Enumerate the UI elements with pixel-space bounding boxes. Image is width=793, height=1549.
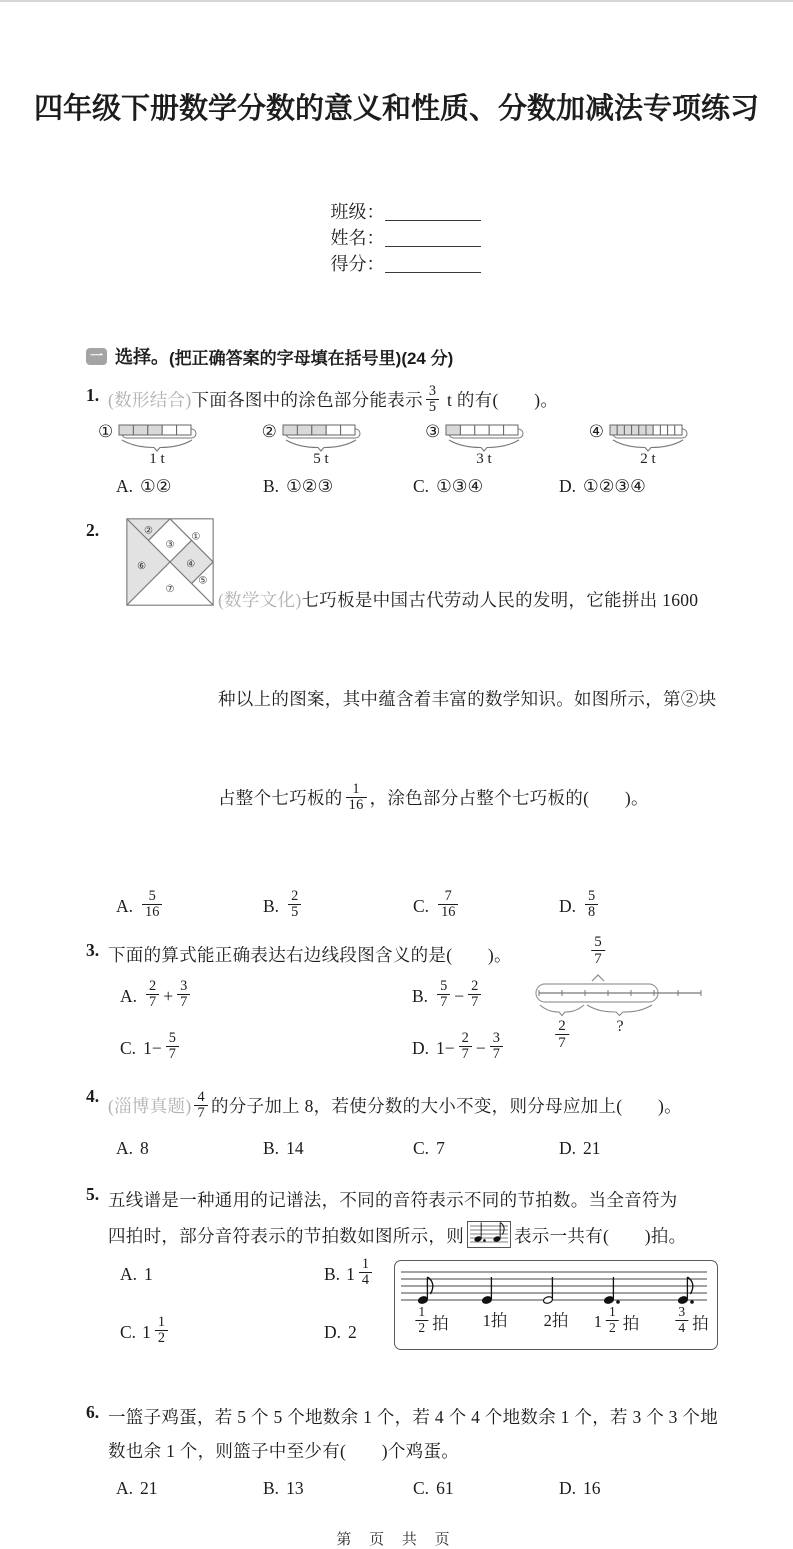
score-label: 得分： <box>330 254 385 274</box>
option-text: 13 <box>286 1478 304 1499</box>
footer-page-label: 第 页 共 页 <box>336 1531 457 1548</box>
option-text: 1− <box>143 1038 162 1059</box>
fraction: $\frac{2}{7}$ <box>468 979 481 1011</box>
question-number: 2. <box>86 519 100 540</box>
tangram-label: ⑥ <box>137 560 146 572</box>
option-letter: C. <box>413 476 430 497</box>
question-number: 1. <box>86 385 100 405</box>
svg-text:1 t: 1 t <box>149 450 165 466</box>
inline-notes-icon <box>467 1221 511 1248</box>
answer-option <box>116 470 263 504</box>
question-text <box>218 518 737 882</box>
answer-option <box>263 1132 413 1166</box>
fraction: $\frac{2}{5}$ <box>288 889 301 921</box>
option-letter: A. <box>116 896 134 917</box>
class-label: 班级： <box>330 202 385 222</box>
fraction: $\frac{3}{7}$ <box>177 979 190 1011</box>
question-text-before: 下面各图中的涂色部分能表示 <box>191 390 423 410</box>
fraction: $\frac{3}{7}$ <box>490 1031 503 1063</box>
options-row <box>116 1472 737 1506</box>
answer-option <box>559 470 737 504</box>
question-5 <box>86 1182 737 1396</box>
option-text: 拍 <box>692 1314 709 1334</box>
fraction: $\frac{1}{2}$ <box>155 1315 168 1347</box>
bar-diagrams <box>98 422 690 466</box>
beat-label <box>672 1303 709 1337</box>
option-text: 2 <box>348 1322 357 1343</box>
answer-option <box>120 1313 324 1350</box>
option-letter: A. <box>120 986 138 1007</box>
fraction: $\frac{5}{8}$ <box>585 889 598 921</box>
options-grid <box>120 977 600 1066</box>
option-letter: B. <box>412 986 429 1007</box>
svg-text:2 t: 2 t <box>640 450 656 466</box>
answer-option <box>413 470 559 504</box>
answer-option <box>263 887 413 924</box>
diagram-number-mark: ③ <box>425 421 441 441</box>
option-text: − <box>475 1038 486 1059</box>
score-blank-line <box>385 254 481 273</box>
question-number: 6. <box>86 1401 100 1422</box>
answer-option <box>120 1258 324 1292</box>
diagram-number-mark: ② <box>261 421 277 441</box>
answer-option <box>116 887 263 924</box>
question-6 <box>86 1400 737 1506</box>
fraction: $\frac{5}{7}$ <box>437 979 450 1011</box>
section-subtitle: (把正确答案的字母填在括号里)(24 分) <box>169 348 454 368</box>
segment-diagram <box>534 933 776 1064</box>
question-number: 5. <box>86 1183 100 1204</box>
answer-option <box>120 1029 412 1066</box>
option-text: 拍 <box>622 1314 640 1334</box>
question-text <box>108 1084 737 1128</box>
question-4 <box>86 1084 737 1166</box>
fraction: $\frac{3}{5}$ <box>426 384 439 416</box>
option-text: ①②③④ <box>583 476 646 497</box>
question-number: 4. <box>86 1085 100 1106</box>
diagram-number-mark: ① <box>98 421 114 441</box>
tangram-label: ⑦ <box>165 584 175 596</box>
option-letter: D. <box>559 1138 577 1159</box>
fraction: $\frac{1}{2}$ <box>606 1305 619 1335</box>
q6-line1: 一篮子鸡蛋，若 5 个 5 个地数余 1 个，若 4 个 4 个地数余 1 个，若 3 个 3 个地 <box>108 1406 718 1427</box>
fraction: $\frac{7}{16}$ <box>438 889 458 921</box>
option-text: ①③④ <box>436 476 484 497</box>
tangram-label: ③ <box>165 539 175 551</box>
answer-option <box>559 1132 737 1166</box>
fraction: $\frac{1}{4}$ <box>359 1257 372 1289</box>
fraction: $\frac{5}{7}$ <box>166 1031 179 1063</box>
option-letter: B. <box>263 1138 280 1159</box>
fraction: $\frac{3}{4}$ <box>675 1305 688 1335</box>
mixed-number: 1 $\frac{1}{2}$ <box>142 1317 171 1349</box>
tangram-figure <box>86 518 218 882</box>
option-letter: D. <box>412 1038 430 1059</box>
answer-option <box>413 1132 559 1166</box>
content <box>0 343 793 1506</box>
tangram-label: ② <box>143 525 153 537</box>
question-text-after: 的分子加上 8，若使分数的大小不变，则分母应加上( )。 <box>210 1095 682 1116</box>
fraction: $\frac{2}{7}$ <box>459 1031 472 1063</box>
q2-line3: 占整个七巧板的 $\frac{1}{16}$ ，涂色部分占整个七巧板的( )。 <box>218 780 649 814</box>
fraction: $\frac{2}{7}$ <box>146 979 159 1011</box>
option-text: 61 <box>436 1478 454 1499</box>
fraction: $\frac{4}{7}$ <box>194 1090 207 1122</box>
student-info-row <box>0 177 793 297</box>
option-letter: D. <box>324 1322 342 1343</box>
mixed-number: 1 $\frac{1}{2}$ <box>594 1307 622 1337</box>
option-letter: C. <box>413 896 430 917</box>
answer-option <box>263 470 413 504</box>
fraction: $\frac{1}{2}$ <box>415 1305 428 1335</box>
option-text: 21 <box>140 1478 158 1499</box>
option-text: + <box>163 986 174 1007</box>
beat-label <box>482 1307 509 1331</box>
answer-option <box>413 1472 559 1506</box>
bar-figure <box>442 422 526 466</box>
option-text: 2拍 <box>543 1310 569 1330</box>
option-text: 21 <box>583 1138 601 1159</box>
option-letter: B. <box>324 1264 341 1285</box>
bar-diagram <box>589 422 690 466</box>
option-letter: C. <box>413 1138 430 1159</box>
svg-text:5 t: 5 t <box>313 450 329 466</box>
page-title: 四年级下册数学分数的意义和性质、分数加减法专项练习 <box>33 93 759 125</box>
tangram-label: ① <box>191 531 201 543</box>
section-header <box>86 343 737 369</box>
fraction: $\frac{5}{16}$ <box>142 889 162 921</box>
answer-option <box>116 1132 263 1166</box>
diagram-number-mark: ④ <box>588 421 604 441</box>
option-letter: B. <box>263 1478 280 1499</box>
q2-line2: 种以上的图案，其中蕴含着丰富的数学知识。如图所示，第②块 <box>218 688 717 709</box>
question-2 <box>86 518 737 924</box>
option-text: 16 <box>583 1478 601 1499</box>
option-letter: D. <box>559 896 577 917</box>
answer-option <box>559 1472 737 1506</box>
name-label: 姓名： <box>330 228 385 248</box>
section-title: 选择。 <box>115 347 169 367</box>
question-text-after: t 的有( )。 <box>442 390 559 410</box>
name-field <box>331 228 481 248</box>
option-text: 1− <box>436 1038 455 1059</box>
option-letter: A. <box>116 1478 134 1499</box>
option-letter: A. <box>120 1264 138 1285</box>
segment-top-label: $\frac{5}{7}$ <box>588 936 608 969</box>
option-letter: B. <box>263 476 280 497</box>
beat-label <box>593 1303 641 1337</box>
score-field <box>331 254 481 274</box>
tangram-label: ⑤ <box>198 575 208 587</box>
option-letter: D. <box>559 1478 577 1499</box>
fraction: $\frac{1}{16}$ <box>346 782 367 814</box>
answer-option <box>120 977 412 1014</box>
question-tag: (淄博真题) <box>108 1095 192 1116</box>
question-text <box>108 383 737 418</box>
tangram-label: ④ <box>186 559 196 571</box>
bar-diagram <box>98 422 199 466</box>
option-text: 7 <box>436 1138 445 1159</box>
beat-label <box>543 1307 570 1331</box>
class-blank-line <box>385 202 481 221</box>
answer-option <box>559 887 737 924</box>
question-1 <box>86 383 737 504</box>
option-letter: A. <box>116 476 134 497</box>
option-text: 14 <box>286 1138 304 1159</box>
svg-text:3 t: 3 t <box>476 450 493 466</box>
option-letter: B. <box>263 896 280 917</box>
option-text: − <box>454 986 465 1007</box>
option-text: 拍 <box>432 1314 449 1334</box>
mixed-number: 1 $\frac{1}{4}$ <box>346 1259 375 1291</box>
option-text: 1拍 <box>482 1310 508 1330</box>
q5-line1: 五线谱是一种通用的记谱法，不同的音符表示不同的节拍数。当全音符为 <box>108 1189 678 1210</box>
beat-label <box>412 1303 449 1337</box>
option-letter: C. <box>120 1038 137 1059</box>
segment-left-label: $\frac{2}{7}$ <box>552 1020 572 1053</box>
music-staff-figure <box>394 1260 718 1350</box>
options-row <box>116 470 737 504</box>
bar-figure <box>606 422 690 466</box>
section-one-badge-icon: 一 <box>86 348 107 365</box>
segment-question-label: ? <box>616 1017 624 1035</box>
bar-diagram <box>425 422 526 466</box>
option-text: 1 <box>144 1264 153 1285</box>
bar-figure <box>115 422 199 466</box>
q6-line2: 数也余 1 个，则篮子中至少有( )个鸡蛋。 <box>108 1440 460 1461</box>
question-number: 3. <box>86 939 100 960</box>
bar-figure <box>279 422 363 466</box>
q2-line1: 七巧板是中国古代劳动人民的发明，它能拼出 1600 <box>301 589 699 610</box>
question-tag: (数形结合) <box>108 390 192 410</box>
option-text: ①②③ <box>286 476 334 497</box>
option-text: ①② <box>140 476 172 497</box>
question-text: 下面的算式能正确表达右边线段图含义的是( )。 <box>108 944 512 965</box>
q5-line2: 四拍时，部分音符表示的节拍数如图所示，则 表示一共有( )拍。 <box>108 1218 737 1254</box>
answer-option <box>116 1472 263 1506</box>
answer-option <box>413 887 559 924</box>
option-text: 8 <box>140 1138 149 1159</box>
bar-diagram <box>262 422 363 466</box>
answer-option <box>263 1472 413 1506</box>
option-letter: A. <box>116 1138 134 1159</box>
option-letter: D. <box>559 476 577 497</box>
question-3 <box>86 933 737 1066</box>
options-row <box>116 1132 737 1166</box>
options-row <box>116 887 737 924</box>
option-letter: C. <box>413 1478 430 1499</box>
class-field <box>331 202 481 222</box>
option-letter: C. <box>120 1322 137 1343</box>
name-blank-line <box>385 228 481 247</box>
question-tag: (数学文化) <box>218 589 302 610</box>
